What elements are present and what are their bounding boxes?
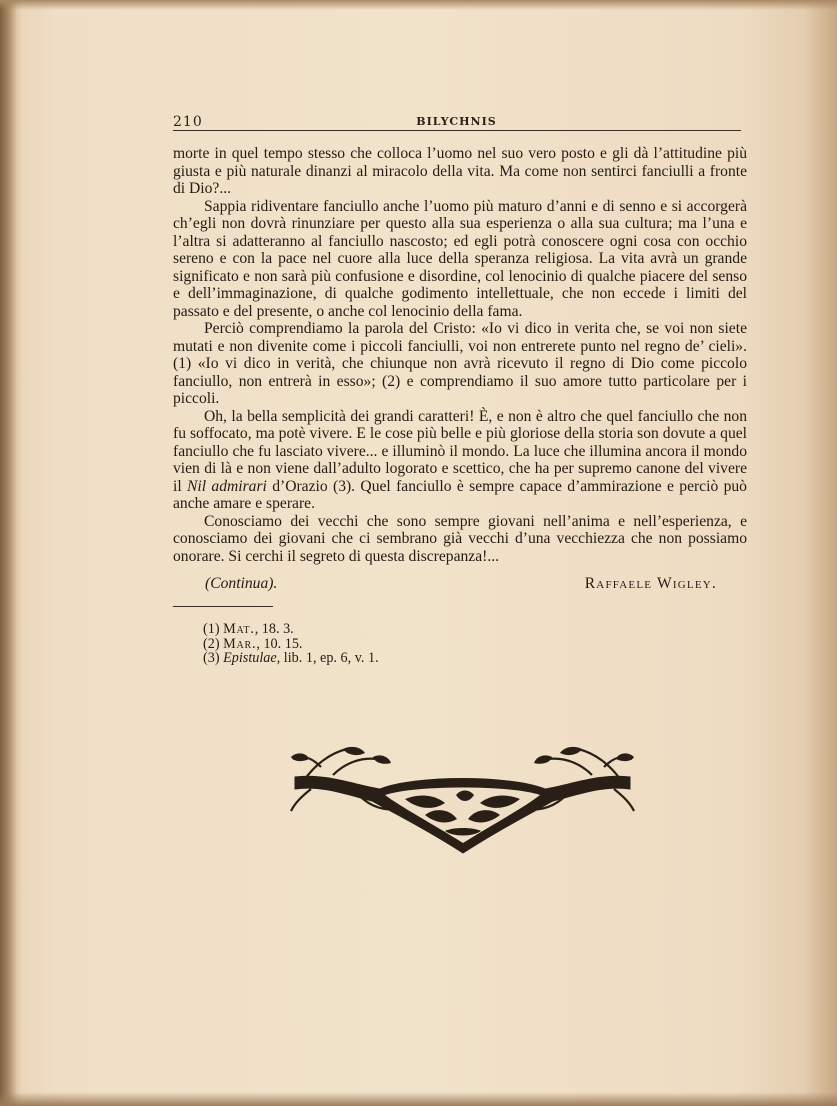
article-body	[173, 145, 747, 565]
footnote-source: Mat.	[223, 621, 255, 637]
footnote-source: Mar.	[223, 635, 257, 652]
page-number: 210	[173, 114, 203, 130]
paragraph-4	[173, 408, 747, 513]
paragraph-3: Perciò comprendiamo la parola del Cristo: «Io vi dico in verita che, se voi non siete mutati e non divenite come i piccoli fanciulli, voi non entrerete punto nel regno de’ cieli». (1) «Io vi dico in verità, che chiunque non avrà ricevuto il regno di Dio come piccolo fanciullo, non entrerà in esso»; (2) e comprendiamo il suo amore tutto particolare per i piccoli.	[173, 320, 747, 407]
bottom-edge-shadow	[0, 1092, 837, 1106]
footnote-ref: , lib. 1, ep. 6, v. 1.	[276, 650, 379, 666]
footnotes	[203, 622, 503, 666]
top-edge-shadow	[0, 0, 837, 10]
footnote-mark: (1)	[203, 621, 220, 637]
paragraph-2: Sappia ridiventare fanciullo anche l’uomo più maturo d’anni e di senno e si accorgerà ch’egli non dovrà rinunziare per questo alla sua esperienza o alla sua cultura; ma l’una e l’altra si adatteranno al fanciullo nascosto; ed egli potrà conoscere ogni cosa con occhio sereno e con la pace nel cuore alla luce della speranza religiosa. La vita avrà un grande significato e non sarà più confusione e disordine, col lenocinio di qualche piacere del senso e dell’immaginazione, di qualche godimento intellettuale, che non eccede i limiti del passato e del presente, o anche col lenocinio della fama.	[173, 197, 747, 320]
footnote-3	[203, 651, 503, 666]
footnote-1	[203, 622, 503, 637]
paragraph-4-latin-quote: Nil admirari	[187, 477, 267, 495]
continua-note: (Continua).	[205, 575, 278, 592]
footnote-rule	[173, 606, 273, 607]
paragraph-4-text-a: Oh, la bella semplicità dei grandi caratteri! È, e non è altro che quel fanciullo che non fu soffocato, ma potè vivere. E le cose più belle e più gloriose della storia son dovute a quel fanciullo che fu lasciato vivere... e illuminò il mondo. La luce che illumina ancora il mondo vien di là e non viene dall’adulto logorato e scettico, che ha per supremo canone del vivere il	[173, 407, 747, 495]
footnote-source: Epistulae	[223, 650, 277, 666]
paragraph-1: morte in quel tempo stesso che colloca l’uomo nel suo vero posto e gli dà l’attitudine più giusta e più naturale dinanzi al miracolo della vita. Ma come non sentirci fanciulli a fronte di Dio?...	[173, 145, 747, 197]
footnote-ref: , 18. 3.	[254, 621, 294, 637]
footnote-mark: (3)	[203, 650, 220, 666]
running-title: BILYCHNIS	[416, 115, 497, 128]
paragraph-4-text-b: d’Orazio (3). Quel fanciullo è sempre capace d’ammirazione e perciò può anche amare e sperare.	[173, 477, 747, 512]
paragraph-5: Conosciamo dei vecchi che sono sempre giovani nell’anima e nell’esperienza, e conosciamo dei giovani che ci sembrano già vecchi d’una vecchiezza che non possiamo onorare. Si cerchi il segreto di questa discrepanza!...	[173, 512, 747, 565]
header-rule	[173, 130, 741, 131]
author-name: Raffaele Wigley.	[584, 575, 717, 592]
footnote-ref: , 10. 15.	[256, 635, 303, 652]
footnote-2	[203, 637, 503, 652]
footnote-mark: (2)	[203, 635, 220, 652]
article-signoff	[205, 575, 717, 595]
running-header	[173, 112, 740, 132]
floral-ornament-icon	[285, 745, 640, 857]
binding-edge	[0, 0, 16, 1106]
